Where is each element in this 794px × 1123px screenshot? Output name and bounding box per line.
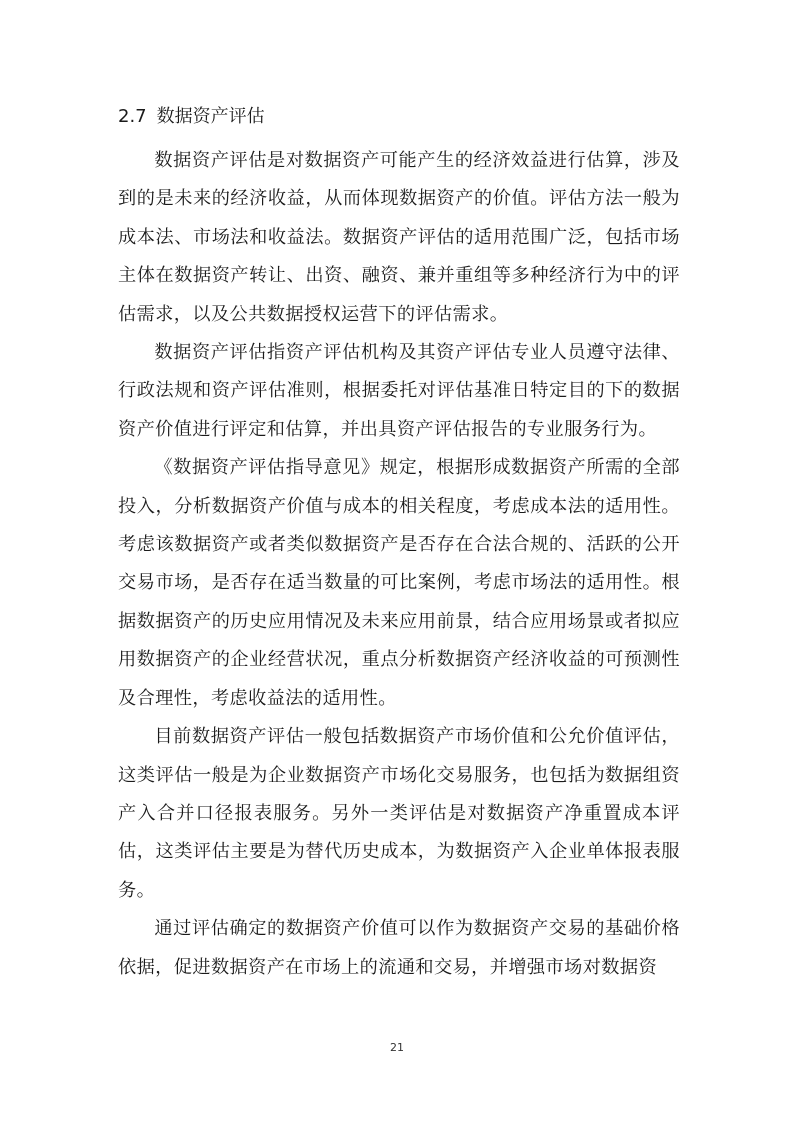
paragraph-5: 通过评估确定的数据资产价值可以作为数据资产交易的基础价格依据，促进数据资产在市场上的流通和交易，并增强市场对数据资 [118, 918, 680, 978]
paragraph-1: 数据资产评估是对数据资产可能产生的经济效益进行估算，涉及到的是未来的经济收益，从而体现数据资产的价值。评估方法一般为成本法、市场法和收益法。数据资产评估的适用范围广泛，包括市场主体在数据资产转让、出资、融资、兼并重组等多种经济行为中的评估需求，以及公共数据授权运营下的评估需求。 [118, 150, 680, 325]
page-number: 21 [390, 1041, 404, 1054]
paragraph-3: 《数据资产评估指导意见》规定，根据形成数据资产所需的全部投入，分析数据资产价值与成本的相关程度，考虑成本法的适用性。考虑该数据资产或者类似数据资产是否存在合法合规的、活跃的公开交易市场，是否存在适当数量的可比案例，考虑市场法的适用性。根据数据资产的历史应用情况及未来应用前景，结合应用场景或者拟应用数据资产的企业经营状况，重点分析数据资产经济收益的可预测性及合理性，考虑收益法的适用性。 [118, 457, 680, 709]
paragraph-4: 目前数据资产评估一般包括数据资产市场价值和公允价值评估，这类评估一般是为企业数据资产市场化交易服务，也包括为数据组资产入合并口径报表服务。另外一类评估是对数据资产净重置成本评估，这类评估主要是为替代历史成本，为数据资产入企业单体报表服务。 [118, 726, 680, 901]
section-title: 数据资产评估 [156, 106, 265, 127]
section-heading [118, 104, 678, 130]
body-text [118, 142, 680, 987]
section-number: 2.7 [118, 106, 147, 127]
paragraph-2: 数据资产评估指资产评估机构及其资产评估专业人员遵守法律、行政法规和资产评估准则，根据委托对评估基准日特定目的下的数据资产价值进行评定和估算，并出具资产评估报告的专业服务行为。 [118, 342, 680, 440]
